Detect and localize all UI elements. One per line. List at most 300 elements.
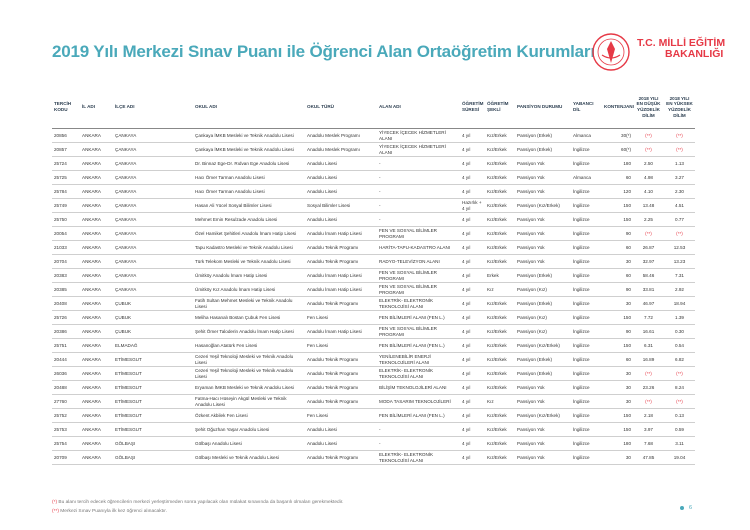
table-cell: 0.30 bbox=[664, 325, 695, 339]
table-cell: 19.04 bbox=[664, 451, 695, 465]
table-cell: ÇANKAYA bbox=[113, 199, 193, 213]
column-header: İL ADI bbox=[80, 86, 113, 129]
table-cell: 180 bbox=[602, 437, 633, 451]
table-cell: Pansiyon (Erkek) bbox=[515, 129, 571, 143]
table-cell: 13.23 bbox=[664, 255, 695, 269]
table-cell: Anadolu Teknik Programı bbox=[305, 367, 377, 381]
column-header: 2018 YILI EN YÜKSEK YÜZDELİK DİLİM bbox=[664, 86, 695, 129]
table-cell: ANKARA bbox=[80, 241, 113, 255]
table-cell: FEN VE SOSYAL BİLİMLER PROGRAMI bbox=[377, 269, 460, 283]
table-cell: ANKARA bbox=[80, 185, 113, 199]
table-cell: ÇANKAYA bbox=[113, 157, 193, 171]
table-cell: ANKARA bbox=[80, 171, 113, 185]
table-cell: İngilizce bbox=[571, 353, 602, 367]
table-cell: Cezeri Yeşil Teknoloji Mesleki ve Teknik Anadolu Lisesi bbox=[193, 367, 305, 381]
column-header: ÖĞRETİM SÜRESİ bbox=[460, 86, 485, 129]
page-footer bbox=[680, 505, 692, 511]
table-cell: YİYECEK İÇECEK HİZMETLERİ ALANI bbox=[377, 143, 460, 157]
table-row bbox=[52, 143, 695, 157]
table-cell: Anadolu Teknik Programı bbox=[305, 395, 377, 409]
table-cell: Pansiyon (Erkek) bbox=[515, 353, 571, 367]
table-cell: (**) bbox=[633, 395, 664, 409]
table-cell: ÇANKAYA bbox=[113, 171, 193, 185]
table-cell: 150 bbox=[602, 311, 633, 325]
table-cell: İngilizce bbox=[571, 381, 602, 395]
table-cell: 20488 bbox=[52, 381, 80, 395]
table-row bbox=[52, 157, 695, 171]
table-row bbox=[52, 437, 695, 451]
table-cell: (**) bbox=[633, 367, 664, 381]
table-cell: Hazırlık + 4 yıl bbox=[460, 199, 485, 213]
table-cell: ETİMESGUT bbox=[113, 423, 193, 437]
table-cell: 90 bbox=[602, 283, 633, 297]
table-cell: 4 yıl bbox=[460, 311, 485, 325]
column-header: TERCİH KODU bbox=[52, 86, 80, 129]
table-cell: 120 bbox=[602, 185, 633, 199]
table-cell: GÖLBAŞI bbox=[113, 437, 193, 451]
table-cell: 4 yıl bbox=[460, 255, 485, 269]
table-cell: İngilizce bbox=[571, 185, 602, 199]
table-cell: 32.97 bbox=[633, 255, 664, 269]
table-cell: İngilizce bbox=[571, 269, 602, 283]
table-row bbox=[52, 311, 695, 325]
table-body bbox=[52, 129, 695, 465]
table-cell: Anadolu İmam Hatip Lisesi bbox=[305, 283, 377, 297]
table-cell: 20054 bbox=[52, 227, 80, 241]
ministry-logo bbox=[590, 31, 730, 73]
table-cell: 4.10 bbox=[633, 185, 664, 199]
column-header: İLÇE ADI bbox=[113, 86, 193, 129]
table-cell: Anadolu Lisesi bbox=[305, 437, 377, 451]
logo-line-2: BAKANLIĞI bbox=[665, 48, 724, 60]
table-cell: 4 yıl bbox=[460, 339, 485, 353]
table-cell: 4 yıl bbox=[460, 297, 485, 311]
table-cell: Tapu Kadastro Mesleki ve Teknik Anadolu Lisesi bbox=[193, 241, 305, 255]
table-cell: 60 bbox=[602, 241, 633, 255]
table-cell: ÇANKAYA bbox=[113, 185, 193, 199]
table-cell: ANKARA bbox=[80, 409, 113, 423]
table-cell: Fen Lisesi bbox=[305, 409, 377, 423]
table-cell: 4 yıl bbox=[460, 367, 485, 381]
table-cell: ETİMESGUT bbox=[113, 409, 193, 423]
table-cell: 4 yıl bbox=[460, 437, 485, 451]
table-cell: Kız/Erkek bbox=[485, 339, 515, 353]
table-cell: Kız/Erkek bbox=[485, 143, 515, 157]
table-cell: Kız bbox=[485, 395, 515, 409]
table-cell: Hasanoğlan Atatürk Fen Lisesi bbox=[193, 339, 305, 353]
table-row bbox=[52, 185, 695, 199]
table-cell: 20385 bbox=[52, 283, 80, 297]
table-row bbox=[52, 325, 695, 339]
footnotes bbox=[52, 498, 343, 516]
table-cell: Kız/Erkek bbox=[485, 255, 515, 269]
table-cell: Pansiyon (Erkek) bbox=[515, 297, 571, 311]
table-cell: 4 yıl bbox=[460, 185, 485, 199]
table-cell: 4 yıl bbox=[460, 451, 485, 465]
table-cell: ETİMESGUT bbox=[113, 353, 193, 367]
table-cell: 20444 bbox=[52, 353, 80, 367]
table-cell: FEN VE SOSYAL BİLİMLER PROGRAMI bbox=[377, 227, 460, 241]
table-cell: Pansiyon Yok bbox=[515, 395, 571, 409]
table-cell: 0.13 bbox=[664, 409, 695, 423]
table-cell: Dr. Binnaz Ege-Dr. Rıdvan Ege Anadolu Lisesi bbox=[193, 157, 305, 171]
table-cell: 2.18 bbox=[633, 409, 664, 423]
table-cell: 90 bbox=[602, 325, 633, 339]
table-cell: Kız/Erkek bbox=[485, 409, 515, 423]
table-cell: Pansiyon Yok bbox=[515, 227, 571, 241]
table-cell: ÇUBUK bbox=[113, 325, 193, 339]
table-cell: ÇANKAYA bbox=[113, 255, 193, 269]
table-cell: 4 yıl bbox=[460, 423, 485, 437]
table-cell: 2.25 bbox=[633, 213, 664, 227]
table-cell: Şehit Oğuzhan Yaşar Anadolu Lisesi bbox=[193, 423, 305, 437]
table-cell: 26036 bbox=[52, 367, 80, 381]
column-header: OKUL TÜRÜ bbox=[305, 86, 377, 129]
table-cell: Fatma-Hacı Hüseyin Akgül Mesleki ve Teknik Anadolu Lisesi bbox=[193, 395, 305, 409]
table-cell: İngilizce bbox=[571, 283, 602, 297]
table-cell: ÇANKAYA bbox=[113, 129, 193, 143]
table-cell: FEN VE SOSYAL BİLİMLER PROGRAMI bbox=[377, 325, 460, 339]
table-cell: ANKARA bbox=[80, 255, 113, 269]
footnote-1-text: Bu alanı tercih edecek öğrencilerin merkezi yerleştirmeden sonra yapılacak olan mülakat sınavında da başarılı olmaları gerekmektedir. bbox=[58, 500, 344, 505]
table-row bbox=[52, 353, 695, 367]
table-row bbox=[52, 213, 695, 227]
table-cell: GÖLBAŞI bbox=[113, 451, 193, 465]
table-cell: Pansiyon (Kız) bbox=[515, 325, 571, 339]
table-cell: Meliha Hasanalı Bostan Çubuk Fen Lisesi bbox=[193, 311, 305, 325]
table-cell: 2.50 bbox=[633, 157, 664, 171]
table-row bbox=[52, 129, 695, 143]
table-cell: 180 bbox=[602, 157, 633, 171]
table-cell: Anadolu Teknik Programı bbox=[305, 451, 377, 465]
footer-dot-icon bbox=[680, 506, 684, 510]
table-cell: İngilizce bbox=[571, 241, 602, 255]
table-cell: İngilizce bbox=[571, 311, 602, 325]
table-cell: ANKARA bbox=[80, 269, 113, 283]
table-cell: Kız/Erkek bbox=[485, 129, 515, 143]
table-cell: ANKARA bbox=[80, 451, 113, 465]
table-cell: YİYECEK İÇECEK HİZMETLERİ ALANI bbox=[377, 129, 460, 143]
table-cell: 25754 bbox=[52, 437, 80, 451]
table-cell: ÇANKAYA bbox=[113, 213, 193, 227]
table-cell: Pansiyon (Erkek) bbox=[515, 367, 571, 381]
table-cell: Kız/Erkek bbox=[485, 171, 515, 185]
footnote-1-mark: (*) bbox=[52, 500, 58, 505]
table-cell: Erkek bbox=[485, 269, 515, 283]
column-header: 2018 YILI EN DÜŞÜK YÜZDELİK DİLİM bbox=[633, 86, 664, 129]
table-cell: 25750 bbox=[52, 213, 80, 227]
table-cell: 4 yıl bbox=[460, 129, 485, 143]
table-cell: 58.46 bbox=[633, 269, 664, 283]
table-cell: 4 yıl bbox=[460, 409, 485, 423]
table-cell: ANKARA bbox=[80, 143, 113, 157]
table-cell: 150 bbox=[602, 213, 633, 227]
table-cell: (**) bbox=[664, 395, 695, 409]
table-cell: İngilizce bbox=[571, 157, 602, 171]
table-cell: 20856 bbox=[52, 129, 80, 143]
table-cell: ANKARA bbox=[80, 325, 113, 339]
table-cell: - bbox=[377, 423, 460, 437]
column-header: PANSİYON DURUMU bbox=[515, 86, 571, 129]
table-cell: 60(*) bbox=[602, 143, 633, 157]
table-cell: Anadolu Lisesi bbox=[305, 171, 377, 185]
table-cell: 20857 bbox=[52, 143, 80, 157]
table-cell: 30 bbox=[602, 255, 633, 269]
table-cell: Fen Lisesi bbox=[305, 339, 377, 353]
table-cell: Pansiyon Yok bbox=[515, 157, 571, 171]
table-cell: HARİTA-TAPU-KADASTRO ALANI bbox=[377, 241, 460, 255]
table-cell: 46.97 bbox=[633, 297, 664, 311]
table-cell: 1.13 bbox=[664, 157, 695, 171]
table-cell: Kız/Erkek bbox=[485, 157, 515, 171]
table-cell: İngilizce bbox=[571, 213, 602, 227]
table-cell: ETİMESGUT bbox=[113, 395, 193, 409]
table-cell: 4 yıl bbox=[460, 157, 485, 171]
table-row bbox=[52, 227, 695, 241]
table-cell: İngilizce bbox=[571, 227, 602, 241]
page-number: 6 bbox=[689, 505, 693, 511]
table-cell: Pansiyon (Kız/Erkek) bbox=[515, 339, 571, 353]
table-cell: 25726 bbox=[52, 311, 80, 325]
table-cell: 47.85 bbox=[633, 451, 664, 465]
table-row bbox=[52, 297, 695, 311]
table-cell: İngilizce bbox=[571, 437, 602, 451]
table-cell: Anadolu Lisesi bbox=[305, 185, 377, 199]
table-cell: - bbox=[377, 437, 460, 451]
table-cell: 13.48 bbox=[633, 199, 664, 213]
table-cell: ANKARA bbox=[80, 199, 113, 213]
table-cell: Pansiyon Yok bbox=[515, 171, 571, 185]
table-cell: YENİLENEBİLİR ENERJİ TEKNOLOJİLERİ ALANI bbox=[377, 353, 460, 367]
table-cell: ÇANKAYA bbox=[113, 227, 193, 241]
table-cell: Pansiyon Yok bbox=[515, 241, 571, 255]
table-cell: İngilizce bbox=[571, 143, 602, 157]
footnote-1 bbox=[52, 498, 343, 507]
table-cell: Anadolu Lisesi bbox=[305, 213, 377, 227]
table-cell: 23.26 bbox=[633, 381, 664, 395]
table-cell: İngilizce bbox=[571, 451, 602, 465]
table-cell: 25725 bbox=[52, 171, 80, 185]
table-row bbox=[52, 451, 695, 465]
table-cell: İngilizce bbox=[571, 339, 602, 353]
table-cell: ELMADAĞ bbox=[113, 339, 193, 353]
table-cell: 4 yıl bbox=[460, 143, 485, 157]
table-cell: 4.51 bbox=[664, 199, 695, 213]
table-cell: 60 bbox=[602, 269, 633, 283]
table-cell: Gölbaşı Mesleki ve Teknik Anadolu Lisesi bbox=[193, 451, 305, 465]
table-cell: ÇUBUK bbox=[113, 297, 193, 311]
table-cell: Özel Hamiket Şehitleri Anadolu İmam Hatip Lisesi bbox=[193, 227, 305, 241]
table-cell: 0.54 bbox=[664, 339, 695, 353]
table-cell: 25724 bbox=[52, 157, 80, 171]
table-cell: Ümitköy Kız Anadolu İmam Hatip Lisesi bbox=[193, 283, 305, 297]
table-cell: 4 yıl bbox=[460, 213, 485, 227]
table-cell: Anadolu Teknik Programı bbox=[305, 353, 377, 367]
table-cell: Kız/Erkek bbox=[485, 381, 515, 395]
table-cell: Mehmet Emin Resulzade Anadolu Lisesi bbox=[193, 213, 305, 227]
table-cell: 60 bbox=[602, 353, 633, 367]
table-cell: Kız/Erkek bbox=[485, 227, 515, 241]
table-cell: 4 yıl bbox=[460, 395, 485, 409]
table-cell: (**) bbox=[633, 227, 664, 241]
table-cell: 3.27 bbox=[664, 171, 695, 185]
table-cell: 30 bbox=[602, 381, 633, 395]
table-cell: (**) bbox=[633, 143, 664, 157]
table-cell: ANKARA bbox=[80, 367, 113, 381]
table-cell: Kız/Erkek bbox=[485, 241, 515, 255]
table-row bbox=[52, 199, 695, 213]
table-cell: İngilizce bbox=[571, 297, 602, 311]
table-cell: 0.77 bbox=[664, 213, 695, 227]
table-cell: Kız/Erkek bbox=[485, 213, 515, 227]
table-cell: (**) bbox=[664, 129, 695, 143]
table-cell: ÇANKAYA bbox=[113, 269, 193, 283]
table-cell: Anadolu Meslek Programı bbox=[305, 143, 377, 157]
table-cell: RADYO-TELEVİZYON ALANI bbox=[377, 255, 460, 269]
table-row bbox=[52, 241, 695, 255]
table-cell: - bbox=[377, 157, 460, 171]
table-cell: Anadolu Teknik Programı bbox=[305, 241, 377, 255]
table-cell: 25784 bbox=[52, 185, 80, 199]
table-cell: Kız/Erkek bbox=[485, 367, 515, 381]
table-cell: 12.53 bbox=[664, 241, 695, 255]
table-row bbox=[52, 339, 695, 353]
table-cell: Hasan Ali Yücel Sosyal Bilimler Lisesi bbox=[193, 199, 305, 213]
table-cell: - bbox=[377, 185, 460, 199]
table-cell: 7.72 bbox=[633, 311, 664, 325]
table-cell: ANKARA bbox=[80, 353, 113, 367]
table-cell: 16.89 bbox=[633, 353, 664, 367]
table-cell: ÇANKAYA bbox=[113, 143, 193, 157]
table-cell: 3.97 bbox=[633, 423, 664, 437]
table-cell: ANKARA bbox=[80, 311, 113, 325]
table-cell: - bbox=[377, 199, 460, 213]
table-cell: ANKARA bbox=[80, 213, 113, 227]
table-cell: 16.61 bbox=[633, 325, 664, 339]
table-cell: 30 bbox=[602, 297, 633, 311]
table-cell: Pansiyon (Erkek) bbox=[515, 269, 571, 283]
table-cell: Hacı Ömer Tarman Anadolu Lisesi bbox=[193, 185, 305, 199]
table-cell: Pansiyon Yok bbox=[515, 451, 571, 465]
column-header: YABANCI DİL bbox=[571, 86, 602, 129]
table-cell: Anadolu Meslek Programı bbox=[305, 129, 377, 143]
table-cell: Anadolu İmam Hatip Lisesi bbox=[305, 227, 377, 241]
table-cell: 1.39 bbox=[664, 311, 695, 325]
footnote-2-text: Merkezi Sınav Puanıyla ilk kez öğrenci alınacaktır. bbox=[60, 509, 167, 514]
table-cell: Kız/Erkek bbox=[485, 423, 515, 437]
table-cell: (**) bbox=[633, 129, 664, 143]
table-cell: 7.31 bbox=[664, 269, 695, 283]
table-cell: (**) bbox=[664, 367, 695, 381]
footnote-2-mark: (**) bbox=[52, 509, 59, 514]
table-cell: Pansiyon (Kız) bbox=[515, 311, 571, 325]
table-header-row bbox=[52, 86, 695, 129]
column-header: OKUL ADI bbox=[193, 86, 305, 129]
table-cell: Anadolu İmam Hatip Lisesi bbox=[305, 269, 377, 283]
table-cell: ANKARA bbox=[80, 437, 113, 451]
table-cell: Kız/Erkek bbox=[485, 185, 515, 199]
table-row bbox=[52, 423, 695, 437]
table-cell: 4 yıl bbox=[460, 269, 485, 283]
column-header: ÖĞRETİM ŞEKLİ bbox=[485, 86, 515, 129]
table-cell: 150 bbox=[602, 409, 633, 423]
table-cell: ANKARA bbox=[80, 339, 113, 353]
table-cell: Pansiyon Yok bbox=[515, 423, 571, 437]
page-title: 2019 Yılı Merkezi Sınav Puanı ile Öğrenci Alan Ortaöğretim Kurumları bbox=[52, 42, 595, 61]
table-cell: Pansiyon Yok bbox=[515, 185, 571, 199]
table-cell: Gölbaşı Anadolu Lisesi bbox=[193, 437, 305, 451]
table-cell: FEN VE SOSYAL BİLİMLER PROGRAMI bbox=[377, 283, 460, 297]
table-cell: Kız bbox=[485, 283, 515, 297]
table-cell: ELEKTRİK- ELEKTRONİK TEKNOLOJİSİ ALANI bbox=[377, 297, 460, 311]
table-cell: 25753 bbox=[52, 423, 80, 437]
table-cell: Pansiyon (Kız) bbox=[515, 283, 571, 297]
table-cell: Pansiyon Yok bbox=[515, 213, 571, 227]
table-cell: 30(*) bbox=[602, 129, 633, 143]
table-cell: Anadolu Teknik Programı bbox=[305, 381, 377, 395]
table-cell: 20709 bbox=[52, 451, 80, 465]
table-cell: 4 yıl bbox=[460, 381, 485, 395]
table-cell: 33.81 bbox=[633, 283, 664, 297]
table-cell: Anadolu Lisesi bbox=[305, 423, 377, 437]
table-row bbox=[52, 171, 695, 185]
table-cell: İngilizce bbox=[571, 409, 602, 423]
table-cell: Kız/Erkek bbox=[485, 325, 515, 339]
footnote-2 bbox=[52, 507, 343, 516]
table-cell: 90 bbox=[602, 227, 633, 241]
table-cell: İngilizce bbox=[571, 325, 602, 339]
table-cell: ANKARA bbox=[80, 227, 113, 241]
table-cell: 8.24 bbox=[664, 381, 695, 395]
table-cell: 150 bbox=[602, 339, 633, 353]
table-cell: 30 bbox=[602, 395, 633, 409]
table-cell: 4 yıl bbox=[460, 353, 485, 367]
table-cell: 150 bbox=[602, 199, 633, 213]
table-cell: FEN BİLİMLERİ ALANI (FEN L.) bbox=[377, 409, 460, 423]
table-cell: 25752 bbox=[52, 409, 80, 423]
table-row bbox=[52, 283, 695, 297]
table-cell: (**) bbox=[664, 227, 695, 241]
table-cell: 25749 bbox=[52, 199, 80, 213]
table-cell: Fatih Sultan Mehmet Mesleki ve Teknik Anadolu Lisesi bbox=[193, 297, 305, 311]
table-cell: Çankaya İMKB Mesleki ve Teknik Anadolu Lisesi bbox=[193, 129, 305, 143]
table-cell: 6.82 bbox=[664, 353, 695, 367]
table-cell: (**) bbox=[664, 143, 695, 157]
table-cell: ANKARA bbox=[80, 129, 113, 143]
table-cell: Anadolu İmam Hatip Lisesi bbox=[305, 325, 377, 339]
table-cell: İngilizce bbox=[571, 199, 602, 213]
table-cell: 6.31 bbox=[633, 339, 664, 353]
table-cell: 25751 bbox=[52, 339, 80, 353]
table-cell: 4 yıl bbox=[460, 283, 485, 297]
table-cell: 4.98 bbox=[633, 171, 664, 185]
table-cell: İngilizce bbox=[571, 423, 602, 437]
table-row bbox=[52, 395, 695, 409]
table-cell: ANKARA bbox=[80, 423, 113, 437]
table-cell: ELEKTRİK- ELEKTRONİK TEKNOLOJİSİ ALANI bbox=[377, 451, 460, 465]
table-cell: ELEKTRİK- ELEKTRONİK TEKNOLOJİSİ ALANI bbox=[377, 367, 460, 381]
table-cell: Çankaya İMKB Mesleki ve Teknik Anadolu Lisesi bbox=[193, 143, 305, 157]
table-cell: 2.30 bbox=[664, 185, 695, 199]
table-cell: Kız/Erkek bbox=[485, 297, 515, 311]
table-cell: ANKARA bbox=[80, 395, 113, 409]
table-cell: Eryaman İMKB Mesleki ve Teknik Anadolu Lisesi bbox=[193, 381, 305, 395]
table-cell: Kız/Erkek bbox=[485, 451, 515, 465]
table-cell: ÇANKAYA bbox=[113, 241, 193, 255]
logo-line-1: T.C. MİLLİ EĞİTİM bbox=[637, 37, 726, 49]
table-row bbox=[52, 269, 695, 283]
table-cell: 4 yıl bbox=[460, 171, 485, 185]
